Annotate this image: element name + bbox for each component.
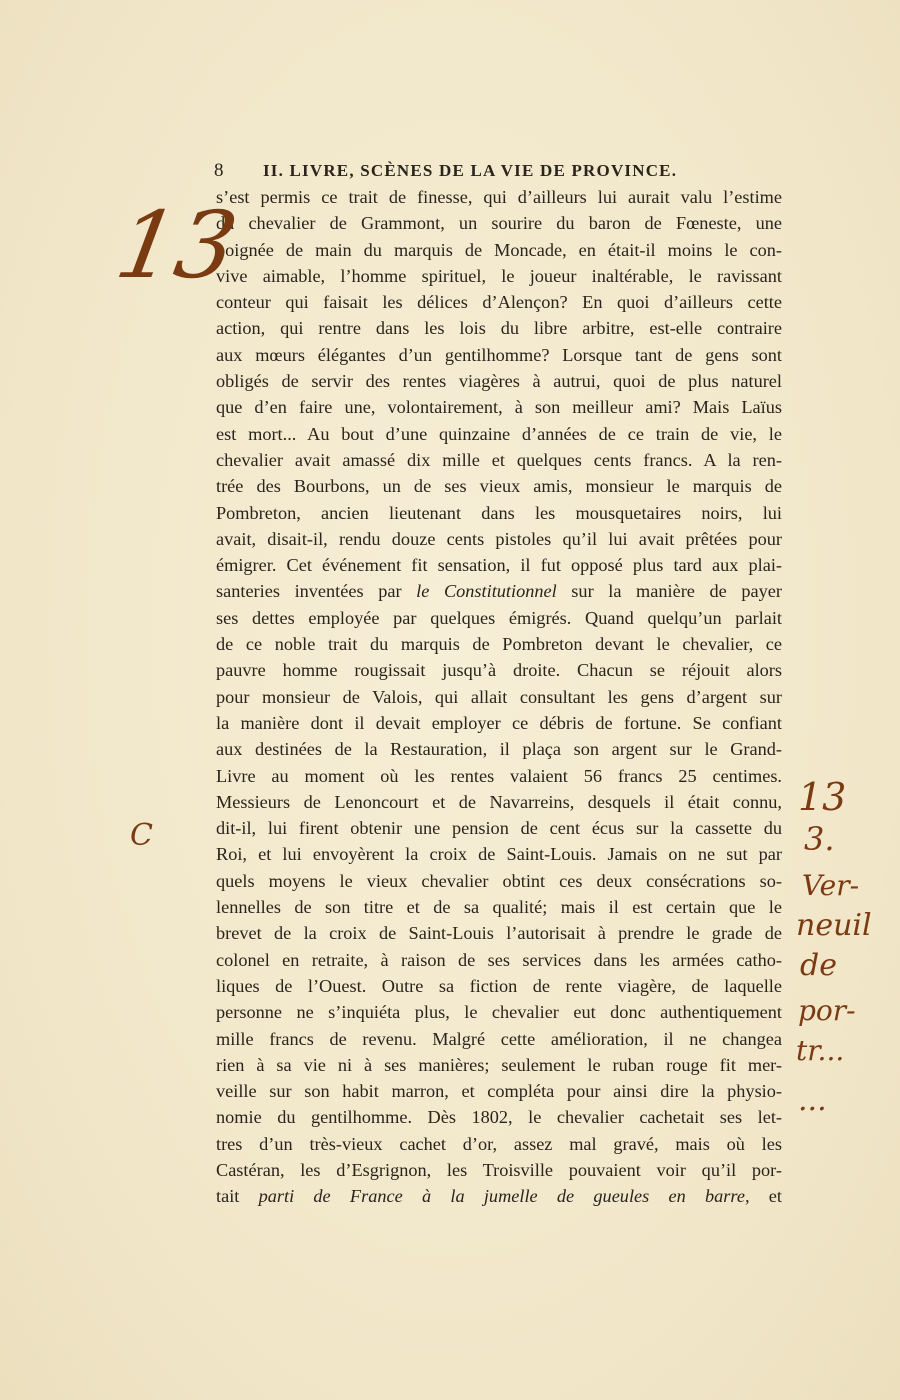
text-line: colonel en retraite, à raison de ses services dans les armées catho- bbox=[216, 949, 782, 970]
margin-note: Ver- bbox=[802, 869, 860, 902]
text-line: dit-il, lui firent obtenir une pension de cent écus sur la cassette du bbox=[216, 818, 782, 839]
text-line: quels moyens le vieux chevalier obtint ces deux consécrations so- bbox=[216, 870, 782, 891]
text-line: Messieurs de Lenoncourt et de Navarreins, desquels il était connu, bbox=[216, 791, 782, 812]
text-line: Livre au moment où les rentes valaient 56 francs 25 centimes. bbox=[216, 765, 782, 786]
text-line: aux mœurs élégantes d’un gentilhomme? Lorsque tant de gens sont bbox=[216, 344, 782, 365]
line-segment: tait bbox=[216, 1186, 259, 1207]
text-line: émigrer. Cet événement fit sensation, il fut opposé plus tard aux plai- bbox=[216, 555, 782, 576]
text-line: conteur qui faisait les délices d’Alençon? En quoi d’ailleurs cette bbox=[216, 292, 782, 313]
margin-note: neuil bbox=[796, 908, 872, 943]
text-line: liques de l’Ouest. Outre sa fiction de rente viagère, de laquelle bbox=[216, 975, 782, 996]
text-line: mille francs de revenu. Malgré cette amélioration, il ne changea bbox=[216, 1028, 782, 1049]
text-line: la manière dont il devait employer ce débris de fortune. Se confiant bbox=[216, 712, 782, 733]
text-line: chevalier avait amassé dix mille et quelques cents francs. A la ren- bbox=[216, 449, 782, 470]
handwritten-margin-notes bbox=[790, 770, 900, 1190]
running-title: II. LIVRE, SCÈNES DE LA VIE DE PROVINCE. bbox=[262, 161, 678, 180]
margin-note: 3. bbox=[804, 820, 835, 858]
text-line: nomie du gentilhomme. Dès 1802, le chevalier cachetait ses let- bbox=[216, 1107, 782, 1128]
text-line: trée des Bourbons, un de ses vieux amis, monsieur le marquis de bbox=[216, 476, 782, 497]
text-line: de ce noble trait du marquis de Pombreton devant le chevalier, ce bbox=[216, 634, 782, 655]
text-line: ses dettes employée par quelques émigrés. Quand quelqu’un parlait bbox=[216, 607, 782, 628]
page-header bbox=[214, 160, 794, 182]
text-line: pauvre homme rougissait jusqu’à droite. Chacun se réjouit alors bbox=[216, 660, 782, 681]
text-line: personne ne s’inquiéta plus, le chevalier eut donc authentiquement bbox=[216, 1002, 782, 1023]
line-segment: santeries inventées par bbox=[216, 581, 417, 602]
margin-note: tr... bbox=[796, 1034, 845, 1067]
text-line-heraldry bbox=[216, 1183, 782, 1209]
text-line: avait, disait-il, rendu douze cents pistoles qu’il lui avait prêtées pour bbox=[216, 528, 782, 549]
text-line: action, qui rentre dans les lois du libre arbitre, est-elle contraire bbox=[216, 318, 782, 339]
text-line: est mort... Au bout d’une quinzaine d’années de ce train de vie, le bbox=[216, 423, 782, 444]
text-line: vive aimable, l’homme spirituel, le joueur inaltérable, le ravissant bbox=[216, 265, 782, 286]
text-line: aux destinées de la Restauration, il plaça son argent sur le Grand- bbox=[216, 739, 782, 760]
heraldic-blazon: parti de France à la jumelle de gueules en barre, bbox=[258, 1186, 750, 1207]
text-line: Pombreton, ancien lieutenant dans les mousquetaires noirs, lui bbox=[216, 502, 782, 523]
margin-note: ... bbox=[798, 1083, 827, 1118]
text-line: du chevalier de Grammont, un sourire du baron de Fœneste, une bbox=[216, 213, 782, 234]
text-line: rien à sa vie ni à ses manières; seulement le ruban rouge fit mer- bbox=[216, 1054, 782, 1075]
line-segment: sur la manière de payer bbox=[556, 581, 782, 602]
body-text bbox=[216, 184, 782, 1210]
handwritten-page-marker: 13 bbox=[108, 192, 245, 299]
text-line: obligés de servir des rentes viagères à autrui, quoi de plus naturel bbox=[216, 371, 782, 392]
text-line: Roi, et lui envoyèrent la croix de Saint-Louis. Jamais on ne sut par bbox=[216, 844, 782, 865]
text-line: pour monsieur de Valois, qui allait consultant les gens d’argent sur bbox=[216, 686, 782, 707]
text-line: lennelles de son titre et de sa qualité; mais il est certain que le bbox=[216, 897, 782, 918]
text-line: s’est permis ce trait de finesse, qui d’ailleurs lui aurait valu l’estime bbox=[216, 187, 782, 207]
line-segment: et bbox=[749, 1186, 782, 1207]
margin-note: de bbox=[800, 948, 837, 983]
margin-note: por- bbox=[798, 994, 856, 1027]
text-line: veille sur son habit marron, et compléta pour ainsi dire la physio- bbox=[216, 1081, 782, 1102]
handwritten-margin-mark: C bbox=[130, 818, 153, 853]
margin-note: 13 bbox=[798, 775, 847, 819]
text-line: tres d’un très-vieux cachet d’or, assez mal gravé, mais où les bbox=[216, 1133, 782, 1154]
newspaper-title: le Constitutionnel bbox=[416, 581, 557, 602]
text-line: poignée de main du marquis de Moncade, en était-il moins le con- bbox=[216, 239, 782, 260]
text-line: que d’en faire une, volontairement, à son meilleur ami? Mais Laïus bbox=[216, 397, 782, 418]
text-line: Castéran, les d’Esgrignon, les Troisville pouvaient voir qu’il por- bbox=[216, 1159, 782, 1180]
text-line: brevet de la croix de Saint-Louis l’autorisait à prendre le grade de bbox=[216, 923, 782, 944]
page-number: 8 bbox=[214, 160, 224, 181]
text-line-italic-title bbox=[216, 578, 782, 604]
